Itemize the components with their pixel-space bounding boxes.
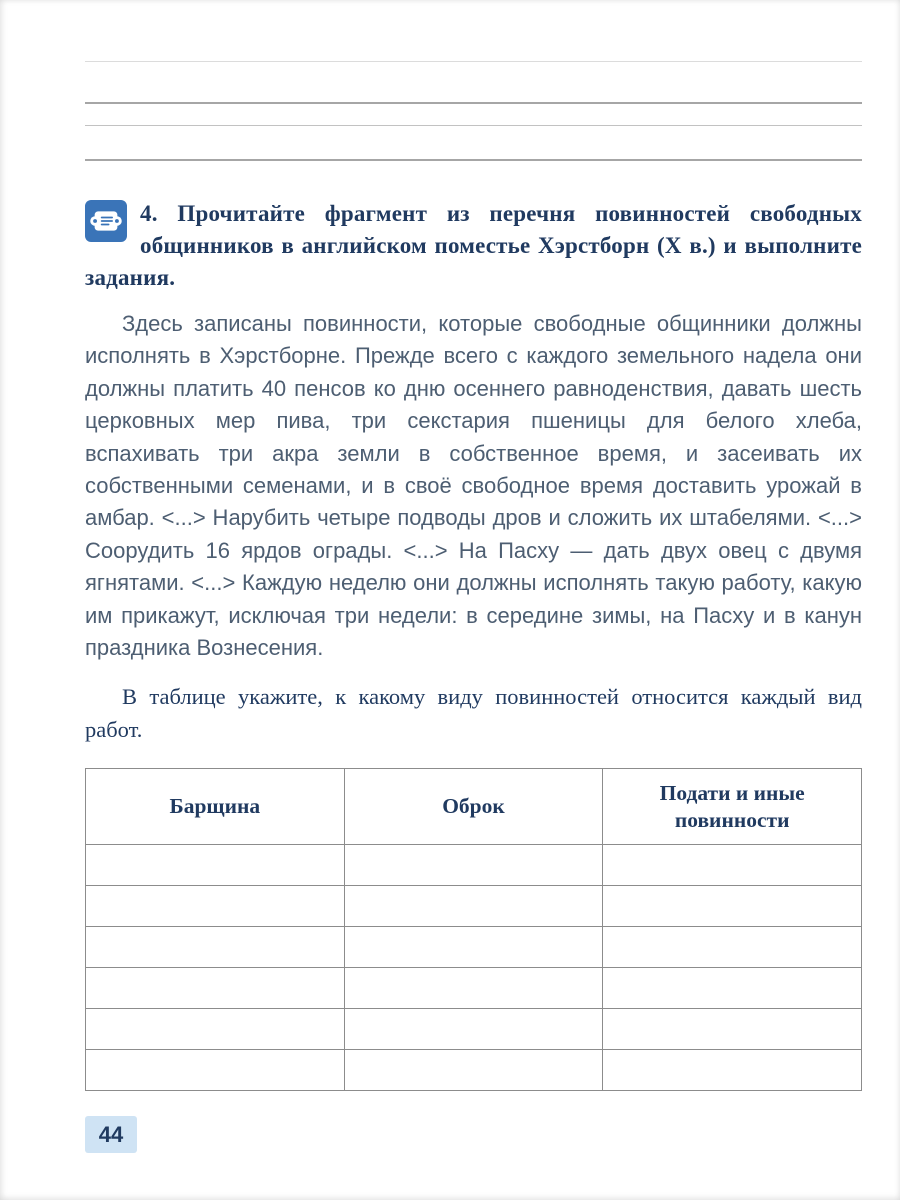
answer-table-body: [86, 845, 862, 1091]
table-cell-empty: [86, 1050, 345, 1091]
table-cell-empty: [344, 845, 603, 886]
column-header-podati: Подати и иные повинности: [603, 769, 862, 845]
table-cell-empty: [603, 927, 862, 968]
table-row: [86, 845, 862, 886]
table-row: [86, 886, 862, 927]
task-4-header: [85, 198, 862, 294]
table-row: [86, 1009, 862, 1050]
table-row: [86, 1050, 862, 1091]
ruled-line: [85, 125, 862, 126]
table-cell-empty: [344, 886, 603, 927]
table-cell-empty: [603, 845, 862, 886]
table-cell-empty: [603, 886, 862, 927]
table-cell-empty: [344, 927, 603, 968]
source-text: Здесь записаны повинности, которые свободные общинники должны исполнять в Хэрстборне. Прежде всего с каждого земельного надела они должны платить 40 пенсов ко дню осеннего равноденствия, давать шесть церковных мер пива, три секстария пшеницы для белого хлеба, вспахивать три акра земли в собственное время, и засеивать их собственными семенами, и в своё свободное время доставить урожай в амбар. <...> Нарубить четыре подводы дров и сложить их штабелями. <...> Соорудить 16 ярдов ограды. <...> На Пасху — дать двух овец с двумя ягнятами. <...> Каждую неделю они должны исполнять такую работу, какую им прикажут, исключая три недели: в середине зимы, на Пасху и в канун праздника Вознесения.: [85, 311, 862, 661]
answer-table: [85, 768, 862, 1091]
table-cell-empty: [603, 968, 862, 1009]
table-cell-empty: [603, 1009, 862, 1050]
table-cell-empty: [86, 886, 345, 927]
column-header-barshchina: Барщина: [86, 769, 345, 845]
task-title: 4. Прочитайте фрагмент из перечня повинностей свободных общинников в английском поместье Хэрстборн (X в.) и выполните задания.: [85, 201, 862, 290]
column-header-obrok: Оброк: [344, 769, 603, 845]
ruled-line: [85, 61, 862, 62]
table-cell-empty: [344, 1009, 603, 1050]
page-number: 44: [98, 1121, 124, 1147]
table-cell-empty: [86, 845, 345, 886]
table-cell-empty: [603, 1050, 862, 1091]
table-header-row: [86, 769, 862, 845]
ruled-line: [85, 102, 862, 104]
answer-table-head: [86, 769, 862, 845]
ruled-line: [85, 159, 862, 161]
table-row: [86, 927, 862, 968]
scroll-icon: [85, 200, 127, 242]
table-cell-empty: [86, 1009, 345, 1050]
task-instruction: В таблице укажите, к какому виду повинностей относится каждый вид работ.: [85, 684, 862, 743]
table-cell-empty: [344, 1050, 603, 1091]
table-cell-empty: [344, 968, 603, 1009]
table-cell-empty: [86, 968, 345, 1009]
table-row: [86, 968, 862, 1009]
table-cell-empty: [86, 927, 345, 968]
page-number-badge: [85, 1116, 137, 1153]
